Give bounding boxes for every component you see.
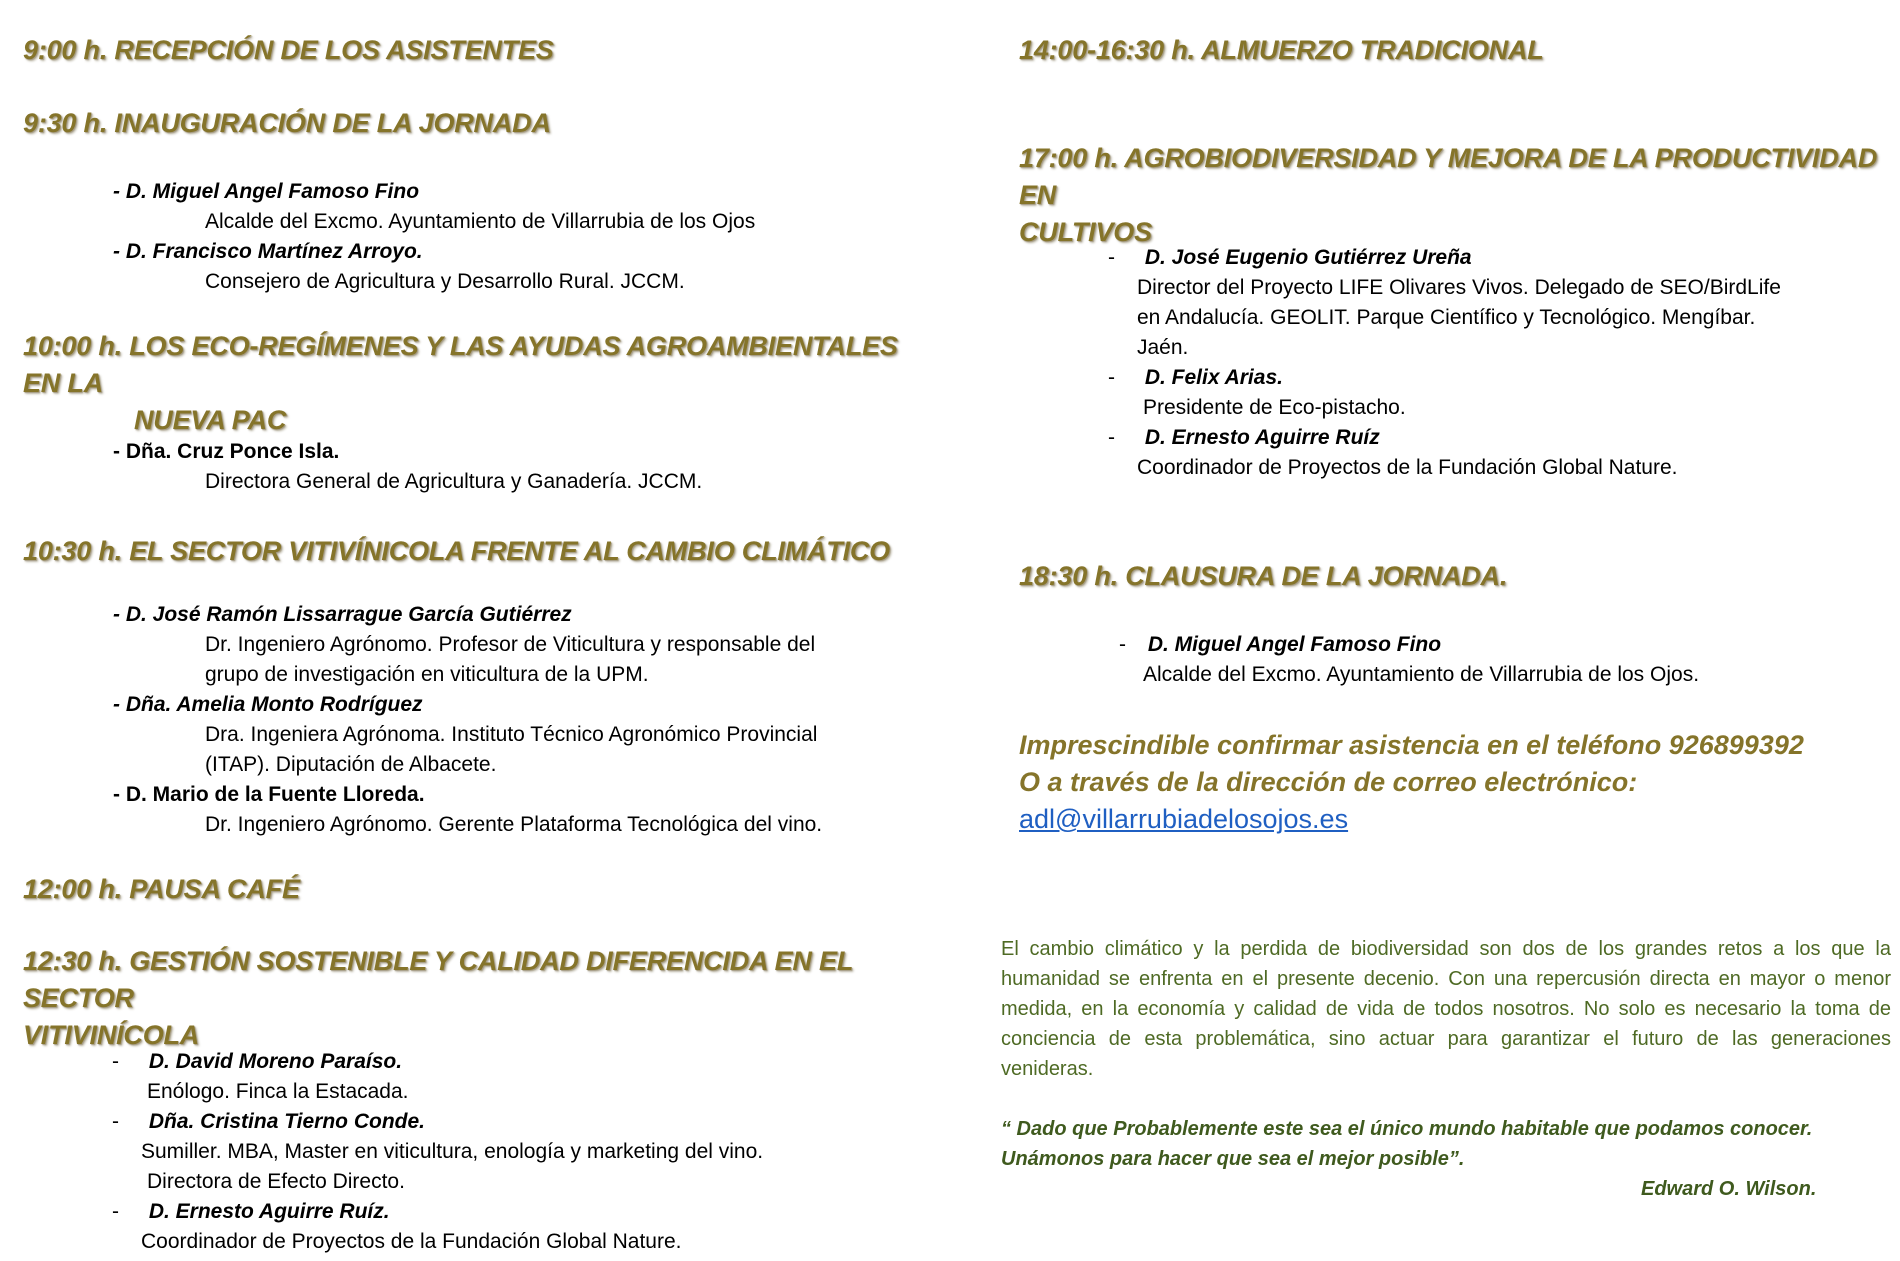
heading-closing: 18:30 h. CLAUSURA DE LA JORNADA. [1019,561,1508,591]
speaker-tierno [112,1107,763,1197]
speaker-gutierrez [1108,243,1781,363]
speaker-famoso-closing [1119,630,1699,690]
list-dash: - [112,1200,119,1223]
speaker-role: Jaén. [1137,336,1189,359]
wilson-quote [1001,1114,1891,1204]
speaker-martinez [113,237,685,297]
list-dash: - [1108,246,1115,269]
list-dash: - [1119,633,1126,656]
speaker-name: D. Ernesto Aguirre Ruíz [1144,426,1380,449]
speaker-role: Alcalde del Excmo. Ayuntamiento de Villarrubia de los Ojos [205,210,756,233]
speaker-role: Dr. Ingeniero Agrónomo. Profesor de Viticultura y responsable del [205,633,816,656]
heading-line: NUEVA PAC [134,405,287,435]
heading-line: 10:00 h. LOS ECO-REGÍMENES Y LAS AYUDAS AGROAMBIENTALES EN LA [23,331,898,398]
rsvp-email-line: O a través de la dirección de correo electrónico: [1019,767,1638,797]
quote-line: “ Dado que Probablemente este sea el único mundo habitable que podamos conocer. [1001,1118,1813,1140]
rsvp-phone-line: Imprescindible confirmar asistencia en el teléfono 926899392 [1019,730,1804,760]
speaker-role: Consejero de Agricultura y Desarrollo Rural. JCCM. [205,270,685,293]
heading-coffee-break: 12:00 h. PAUSA CAFÉ [23,874,300,904]
speaker-role: Alcalde del Excmo. Ayuntamiento de Villarrubia de los Ojos. [1143,663,1700,686]
list-dash: - [112,1110,119,1133]
speaker-arias [1108,363,1406,423]
speaker-role: Enólogo. Finca la Estacada. [147,1080,409,1103]
speaker-role: Presidente de Eco-pistacho. [1143,396,1406,419]
speaker-name: D. David Moreno Paraíso. [148,1050,403,1073]
speaker-name: - D. Miguel Angel Famoso Fino [113,180,420,203]
rsvp-notice [1019,727,1804,838]
speaker-aguirre-right [1108,423,1677,483]
speaker-role: Sumiller. MBA, Master en viticultura, enología y marketing del vino. [141,1140,764,1163]
heading-inauguration: 9:30 h. INAUGURACIÓN DE LA JORNADA [23,108,551,138]
speaker-name: D. Miguel Angel Famoso Fino [1147,633,1442,656]
speaker-famoso [113,177,755,237]
speaker-name: D. José Eugenio Gutiérrez Ureña [1144,246,1472,269]
speaker-role: Directora General de Agricultura y Ganadería. JCCM. [205,470,703,493]
heading-sustainable-management [23,943,940,1054]
heading-lunch: 14:00-16:30 h. ALMUERZO TRADICIONAL [1019,35,1544,65]
speaker-role: en Andalucía. GEOLIT. Parque Científico y Tecnológico. Mengíbar. [1137,306,1756,329]
speaker-moreno [112,1047,409,1107]
speaker-name: - D. Francisco Martínez Arroyo. [113,240,423,263]
speaker-name: - D. Mario de la Fuente Lloreda. [113,783,425,806]
speaker-role: Director del Proyecto LIFE Olivares Vivos. Delegado de SEO/BirdLife [1137,276,1781,299]
heading-line: CULTIVOS [1019,217,1152,247]
speaker-fuente [113,780,822,840]
list-dash: - [112,1050,119,1073]
speaker-role: Coordinador de Proyectos de la Fundación Global Nature. [141,1230,682,1253]
list-dash: - [1108,426,1115,449]
speaker-role: (ITAP). Diputación de Albacete. [205,753,497,776]
speaker-name: D. Ernesto Aguirre Ruíz. [148,1200,390,1223]
speaker-role: Directora de Efecto Directo. [147,1170,405,1193]
speaker-name: - Dña. Cruz Ponce Isla. [113,440,340,463]
heading-line: 17:00 h. AGROBIODIVERSIDAD Y MEJORA DE LA PRODUCTIVIDAD EN [1019,143,1878,210]
speaker-role: Coordinador de Proyectos de la Fundación Global Nature. [1137,456,1678,479]
climate-paragraph: El cambio climático y la perdida de biodiversidad son dos de los grandes retos a los que la humanidad se enfrenta en el presente decenio. Con una repercusión directa en mayor o menor medida, en la economía y calidad de vida de todos nosotros. No solo es necesario la toma de conciencia de esta problemática, sino actuar para garantizar el futuro de las generaciones venideras. [1001,938,1891,1080]
heading-line: VITIVINÍCOLA [23,1020,200,1050]
list-dash: - [1108,366,1115,389]
speaker-ponce [113,437,702,497]
speaker-aguirre [112,1197,681,1257]
speaker-role: Dr. Ingeniero Agrónomo. Gerente Plataforma Tecnológica del vino. [205,813,823,836]
heading-wine-sector: 10:30 h. EL SECTOR VITIVÍNICOLA FRENTE AL CAMBIO CLIMÁTICO [23,536,890,566]
email-link[interactable]: adl@villarrubiadelosojos.es [1019,804,1349,834]
quote-line: Unámonos para hacer que sea el mejor posible”. [1001,1148,1465,1170]
quote-author: Edward O. Wilson. [1641,1178,1817,1200]
speaker-name: Dña. Cristina Tierno Conde. [148,1110,425,1133]
speaker-name: - D. José Ramón Lissarrague García Gutiérrez [113,603,572,626]
speaker-monto [113,690,817,780]
heading-eco-regimes [23,328,940,439]
speaker-role: Dra. Ingeniera Agrónoma. Instituto Técnico Agronómico Provincial [205,723,818,746]
speaker-lissarrague [113,600,815,690]
speaker-name: D. Felix Arias. [1144,366,1283,389]
speaker-name: - Dña. Amelia Monto Rodríguez [113,693,423,716]
heading-line: 12:30 h. GESTIÓN SOSTENIBLE Y CALIDAD DIFERENCIDA EN EL SECTOR [23,946,853,1013]
heading-reception: 9:00 h. RECEPCIÓN DE LOS ASISTENTES [23,35,554,65]
heading-agrobiodiversity [1019,140,1900,251]
speaker-role: grupo de investigación en viticultura de la UPM. [205,663,649,686]
